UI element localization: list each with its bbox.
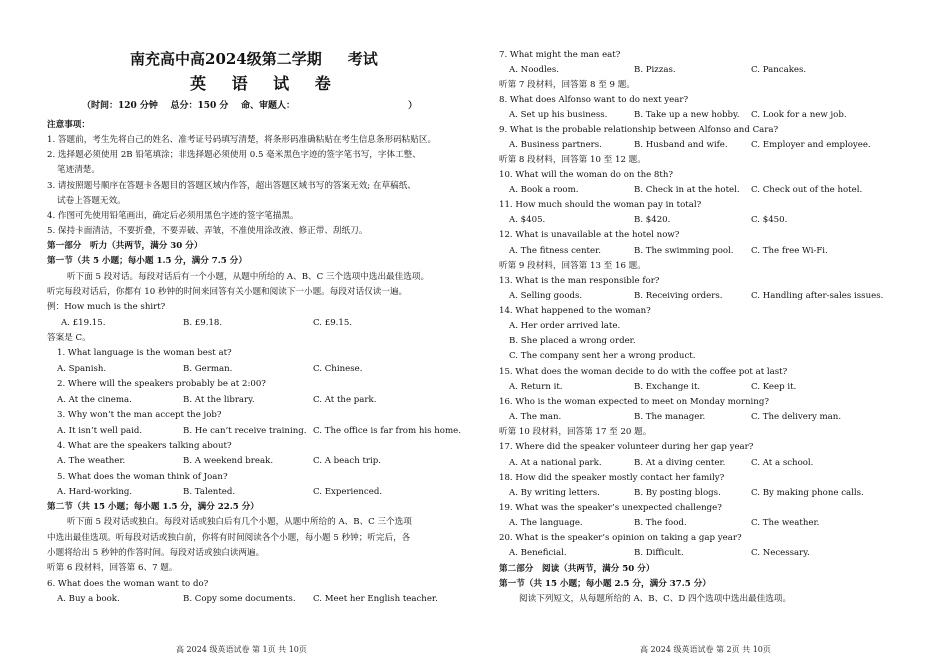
option-c: C. A beach trip.	[313, 456, 382, 466]
part1-heading: 第一部分 听力（共两节，满分 30 分）	[47, 241, 203, 251]
question: 6. What does the woman want to do?	[47, 579, 209, 589]
option-c: C. Necessary.	[751, 548, 810, 558]
option-c: C. Chinese.	[313, 364, 363, 374]
notice-heading: 注意事项：	[47, 120, 90, 130]
option-a: A. The man.	[509, 412, 562, 422]
section1-intro: 听完每段对话后，你都有 10 秒钟的时间来回答有关小题和阅读下一小题。每段对话仅读一遍。	[47, 287, 408, 297]
question: 1. What language is the woman best at?	[57, 348, 232, 358]
question: 10. What will the woman do on the 8th?	[499, 170, 673, 180]
example-answer: 答案是 C。	[47, 333, 91, 343]
option-a: A. $405.	[509, 215, 546, 225]
option-b: B. The swimming pool.	[634, 246, 734, 256]
option-b: B. At a diving center.	[634, 458, 726, 468]
option-c: C. At a school.	[751, 458, 814, 468]
section2-intro: 小题将给出 5 秒钟的作答时间。每段对话或独白读两遍。	[47, 548, 265, 558]
option-a: A. Beneficial.	[509, 548, 567, 558]
right-page	[475, 0, 950, 671]
part2-section1-heading: 第一节（共 15 小题；每小题 2.5 分，满分 37.5 分）	[499, 579, 711, 589]
subject-title: 英 语 试 卷	[190, 74, 341, 93]
option-a: A. Buy a book.	[57, 594, 120, 604]
option-b: B. Difficult.	[634, 548, 684, 558]
option-a: A. It isn’t well paid.	[57, 426, 143, 436]
option-b: B. Talented.	[183, 487, 236, 497]
notice-line: 3. 请按照题号顺序在答题卡各题目的答题区域内作答，超出答题区域书写的答案无效; 在草稿纸、	[47, 181, 416, 191]
notice-line: 2. 选择题必须使用 2B 铅笔填涂；非选择题必须使用 0.5 毫米黑色字迹的签字笔书写，字体工整、	[47, 150, 421, 160]
question: 13. What is the man responsible for?	[499, 276, 660, 286]
notice-line: 4. 作图可先使用铅笔画出，确定后必须用黑色字迹的签字笔描黑。	[47, 211, 299, 221]
section2-intro: 听下面 5 段对话或独白。每段对话或独白后有几个小题，从题中所给的 A、B、C 三个选项	[67, 517, 412, 527]
question: 19. What was the speaker’s unexpected challenge?	[499, 503, 722, 513]
option-c: C. Meet her English teacher.	[313, 594, 438, 604]
option-a: A. Hard-working.	[57, 487, 133, 497]
example-option-c: C. £9.15.	[313, 318, 353, 328]
section1-heading: 第一节（共 5 小题；每小题 1.5 分，满分 7.5 分）	[47, 256, 247, 266]
option-b: B. The food.	[634, 518, 687, 528]
option-b: B. Husband and wife.	[634, 140, 728, 150]
option-a: A. Book a room.	[509, 185, 579, 195]
question: 7. What might the man eat?	[499, 50, 621, 60]
question: 20. What is the speaker’s opinion on taking a gap year?	[499, 533, 742, 543]
material-instruction: 听第 6 段材料，回答第 6、7 题。	[47, 563, 178, 573]
option-b: B. $420.	[634, 215, 671, 225]
question: 11. How much should the woman pay in total?	[499, 200, 702, 210]
question: 15. What does the woman decide to do with the coffee pot at last?	[499, 367, 788, 377]
exam-title: 南充高中高2024级第二学期 考试	[130, 50, 378, 68]
option-b: B. He can’t receive training.	[183, 426, 307, 436]
notice-line: 笔迹清楚。	[57, 165, 100, 175]
example-question: 例：How much is the shirt?	[47, 302, 166, 312]
option-b: B. German.	[183, 364, 233, 374]
part2-heading: 第二部分 阅读（共两节，满分 50 分）	[499, 564, 655, 574]
question: 2. Where will the speakers probably be at 2:00?	[57, 379, 266, 389]
option-c: C. Pancakes.	[751, 65, 807, 75]
section1-intro: 听下面 5 段对话。每段对话后有一个小题，从题中所给的 A、B、C 三个选项中选出最佳选项。	[67, 272, 430, 282]
section2-intro: 中选出最佳选项。听每段对话或独白前，你将有时间阅读各个小题，每小题 5 秒钟；听完后，各	[47, 533, 411, 543]
option-c: C. At the park.	[313, 395, 377, 405]
option-c: C. $450.	[751, 215, 788, 225]
part2-intro: 阅读下列短文，从每题所给的 A、B、C、D 四个选项中选出最佳选项。	[519, 594, 792, 604]
notice-line: 试卷上答题无效。	[57, 196, 126, 206]
question: 9. What is the probable relationship between Alfonso and Cara?	[499, 125, 779, 135]
option-c: C. Keep it.	[751, 382, 797, 392]
option-a: A. Selling goods.	[509, 291, 583, 301]
option-b: B. Exchange it.	[634, 382, 701, 392]
option-b: B. Check in at the hotel.	[634, 185, 740, 195]
exam-meta: （时间：120 分钟 总分：150 分 命、审题人： ）	[82, 101, 418, 111]
option-b: B. A weekend break.	[183, 456, 274, 466]
example-option-a: A. £19.15.	[61, 318, 106, 328]
exam-type: 考试	[347, 50, 378, 68]
option-c: C. Employer and employee.	[751, 140, 871, 150]
option-a: A. The weather.	[57, 456, 126, 466]
option-a: A. Business partners.	[509, 140, 602, 150]
example-option-b: B. £9.18.	[183, 318, 223, 328]
material-instruction: 听第 7 段材料，回答第 8 至 9 题。	[499, 80, 635, 90]
notice-line: 5. 保持卡面清洁，不要折叠，不要弄破、弄皱，不准使用涂改液、修正带、刮纸刀。	[47, 226, 368, 236]
option-c: C. The office is far from his home.	[313, 426, 461, 436]
option-a: A. Return it.	[509, 382, 563, 392]
section2-heading: 第二节（共 15 小题；每小题 1.5 分，满分 22.5 分）	[47, 502, 259, 512]
option-c: C. The weather.	[751, 518, 820, 528]
option-a: A. Set up his business.	[509, 110, 608, 120]
question: 14. What happened to the woman?	[499, 306, 651, 316]
option-c: C. By making phone calls.	[751, 488, 864, 498]
notice-line: 1. 答题前，考生先将自己的姓名、准考证号码填写清楚，将条形码准确粘贴在考生信息条形码粘贴区。	[47, 135, 437, 145]
option-c: C. Handling after-sales issues.	[751, 291, 884, 301]
option-a: A. By writing letters.	[509, 488, 600, 498]
question: 12. What is unavailable at the hotel now?	[499, 230, 680, 240]
option-b: B. She placed a wrong order.	[509, 336, 636, 346]
option-c: C. Look for a new job.	[751, 110, 847, 120]
option-b: B. Receiving orders.	[634, 291, 723, 301]
option-b: B. Copy some documents.	[183, 594, 296, 604]
question: 4. What are the speakers talking about?	[57, 441, 232, 451]
page-footer: 高 2024 级英语试卷 第 2页 共 10页	[640, 645, 771, 654]
option-a: A. At the cinema.	[57, 395, 132, 405]
option-a: A. The language.	[509, 518, 583, 528]
material-instruction: 听第 8 段材料，回答第 10 至 12 题。	[499, 155, 646, 165]
page-footer: 高 2024 级英语试卷 第 1页 共 10页	[176, 645, 307, 654]
option-b: B. At the library.	[183, 395, 255, 405]
option-b: B. The manager.	[634, 412, 706, 422]
option-a: A. At a national park.	[509, 458, 602, 468]
option-c: C. The company sent her a wrong product.	[509, 351, 696, 361]
option-c: C. The delivery man.	[751, 412, 842, 422]
option-a: A. The fitness center.	[509, 246, 601, 256]
material-instruction: 听第 10 段材料，回答第 17 至 20 题。	[499, 427, 652, 437]
question: 8. What does Alfonso want to do next year?	[499, 95, 689, 105]
option-b: B. By posting blogs.	[634, 488, 721, 498]
question: 5. What does the woman think of Joan?	[57, 472, 228, 482]
option-a: A. Spanish.	[57, 364, 107, 374]
option-a: A. Her order arrived late.	[509, 321, 621, 331]
option-c: C. Experienced.	[313, 487, 383, 497]
option-b: B. Pizzas.	[634, 65, 676, 75]
question: 3. Why won’t the man accept the job?	[57, 410, 222, 420]
option-a: A. Noodles.	[509, 65, 560, 75]
option-c: C. Check out of the hotel.	[751, 185, 863, 195]
question: 16. Who is the woman expected to meet on Monday morning?	[499, 397, 769, 407]
material-instruction: 听第 9 段材料，回答第 13 至 16 题。	[499, 261, 646, 271]
option-c: C. The free Wi-Fi.	[751, 246, 828, 256]
question: 17. Where did the speaker volunteer during her gap year?	[499, 442, 754, 452]
question: 18. How did the speaker mostly contact her family?	[499, 473, 725, 483]
option-b: B. Take up a new hobby.	[634, 110, 740, 120]
